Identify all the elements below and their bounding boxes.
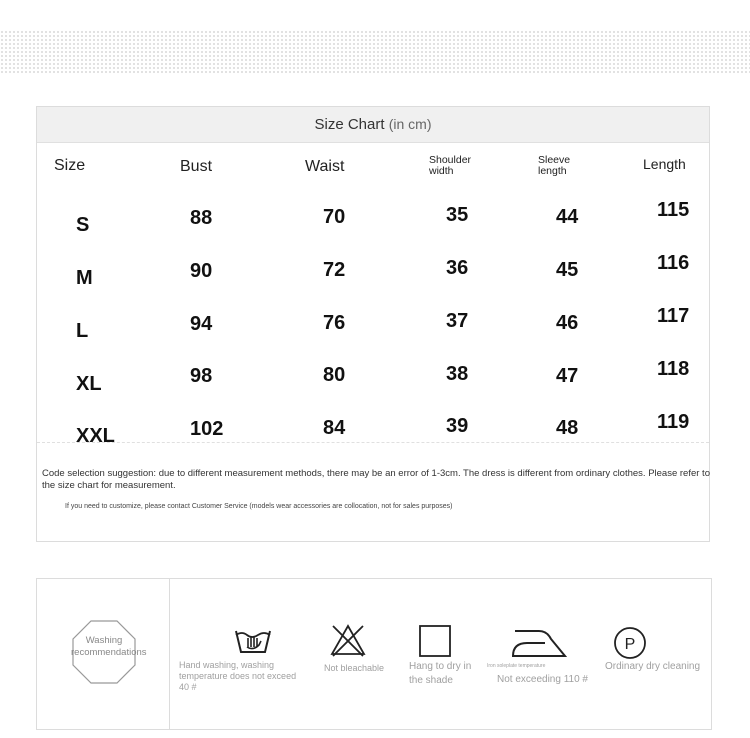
- header-sleeve-line2: length: [538, 165, 567, 177]
- header-sleeve-length: [538, 155, 570, 177]
- row-m-size: M: [76, 267, 93, 289]
- row-xl-waist: 80: [323, 364, 346, 386]
- hang-dry-label: Hang to dry in the shade: [409, 661, 472, 686]
- washing-divider: [169, 579, 170, 729]
- row-m-length: 116: [657, 252, 690, 274]
- hang-dry-icon: [418, 624, 452, 658]
- row-xl-size: XL: [76, 373, 102, 395]
- row-xl-sleeve: 47: [556, 365, 579, 387]
- row-s-size: S: [76, 214, 90, 236]
- header-shoulder-line1: Shoulder: [429, 154, 472, 166]
- row-xxl-bust: 102: [190, 418, 224, 440]
- washing-title: Washing recommendations: [71, 635, 147, 658]
- row-xxl-length: 119: [657, 411, 690, 433]
- row-l-bust: 94: [190, 313, 213, 335]
- row-xxl-shoulder: 39: [446, 415, 469, 437]
- svg-text:P: P: [624, 636, 636, 653]
- row-xxl-sleeve: 48: [556, 417, 579, 439]
- row-l-length: 117: [657, 305, 690, 327]
- not-bleachable-label: Not bleachable: [324, 663, 385, 673]
- row-l-waist: 76: [323, 312, 346, 334]
- row-m-shoulder: 36: [446, 257, 469, 279]
- row-s-shoulder: 35: [446, 204, 469, 226]
- header-shoulder-line2: width: [429, 165, 454, 177]
- hand-wash-label: Hand washing, washing temperature does not exceed 40 #: [179, 660, 297, 692]
- size-chart-unit: (in cm): [388, 116, 432, 132]
- iron-small-label: Iron soleplate temperature: [487, 663, 546, 669]
- row-s-waist: 70: [323, 206, 346, 228]
- size-note-area: [37, 442, 709, 543]
- customize-note: If you need to customize, please contact Customer Service (models wear accessories are collocation, not for sales purposes): [65, 503, 453, 510]
- iron-label: Not exceeding 110 #: [497, 674, 588, 685]
- row-l-sleeve: 46: [556, 312, 579, 334]
- dry-clean-icon: [613, 626, 647, 660]
- row-l-size: L: [76, 320, 89, 342]
- header-waist: Waist: [305, 158, 345, 175]
- row-xl-length: 118: [657, 358, 690, 380]
- decorative-dot-band: [0, 30, 750, 74]
- header-bust: Bust: [180, 158, 213, 175]
- iron-icon: [509, 627, 571, 659]
- not-bleachable-icon: [330, 623, 366, 657]
- row-s-sleeve: 44: [556, 206, 579, 228]
- row-m-waist: 72: [323, 259, 346, 281]
- header-sleeve-line1: Sleeve: [538, 154, 571, 166]
- size-selection-note: Code selection suggestion: due to different measurement methods, there may be an error of 1-3cm. The dress is different from ordinary clothes. Please refer to the size chart for measurement.: [42, 468, 710, 491]
- row-xxl-waist: 84: [323, 417, 346, 439]
- row-l-shoulder: 37: [446, 310, 469, 332]
- size-chart-title: [37, 107, 709, 143]
- row-xl-shoulder: 38: [446, 363, 469, 385]
- size-chart-table: [36, 106, 710, 542]
- dry-clean-label: Ordinary dry cleaning: [605, 661, 701, 672]
- header-size: Size: [54, 157, 86, 174]
- size-chart-title-text: Size Chart: [314, 116, 385, 133]
- header-shoulder-width: [429, 155, 471, 177]
- row-m-bust: 90: [190, 260, 213, 282]
- header-length: Length: [643, 156, 686, 172]
- washing-recommendations-panel: [36, 578, 712, 730]
- row-xl-bust: 98: [190, 365, 213, 387]
- row-s-bust: 88: [190, 207, 213, 229]
- hand-wash-icon: [234, 625, 272, 655]
- row-xxl-size: XXL: [76, 425, 115, 447]
- row-m-sleeve: 45: [556, 259, 579, 281]
- row-s-length: 115: [657, 199, 690, 221]
